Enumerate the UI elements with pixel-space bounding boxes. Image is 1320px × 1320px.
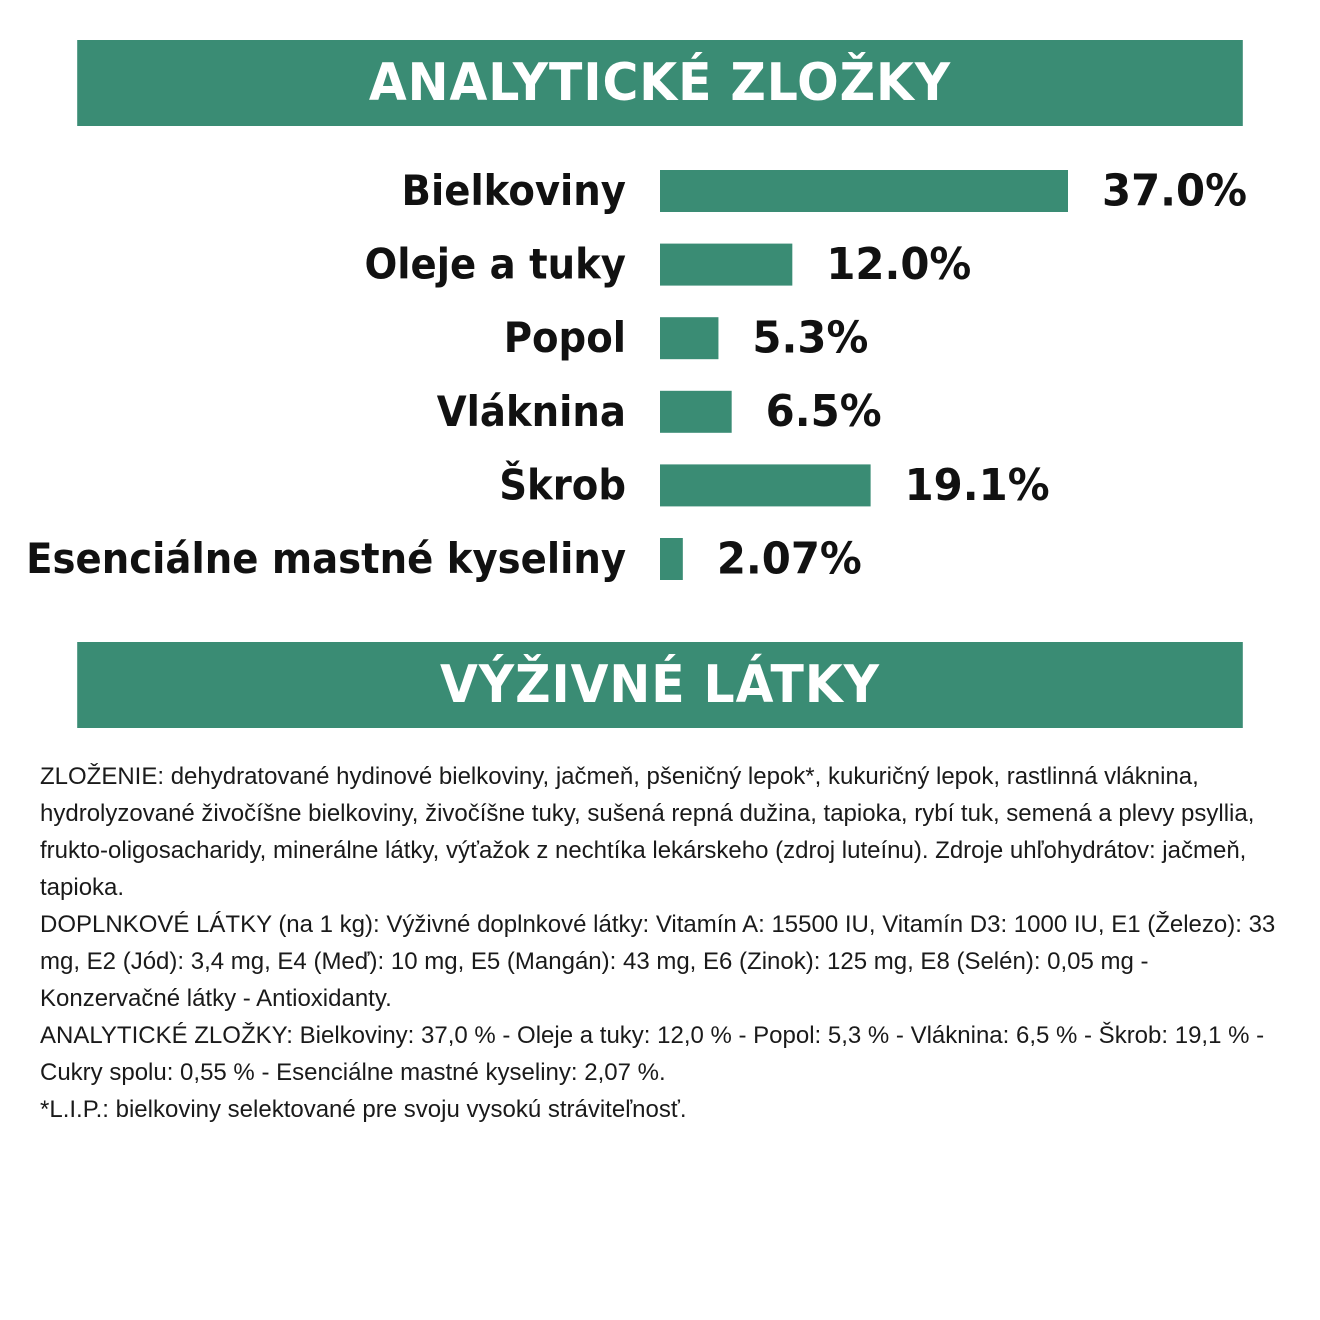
composition-paragraph-ingredients: ZLOŽENIE: dehydratované hydinové bielkoviny, jačmeň, pšeničný lepok*, kukuričný lepok, rastlinná vláknina, hydrolyzované živočíšne bielkoviny, živočíšne tuky, sušená repná dužina, tapioka, rybí tuk, semená a plevy psyllia, frukto-oligosacharidy, minerálne látky, výťažok z nechtíka lekárskeho (zdroj luteínu). Zdroje uhľohydrátov: jačmeň, tapioka. xyxy=(40,763,1255,901)
category-label: Vláknina xyxy=(436,387,626,437)
category-label: Bielkoviny xyxy=(401,166,626,216)
bar xyxy=(660,464,871,506)
bar xyxy=(660,317,718,359)
category-label: Esenciálne mastné kyseliny xyxy=(26,534,626,584)
nutrients-header xyxy=(77,642,1243,728)
bar xyxy=(660,244,792,286)
nutrients-title: VÝŽIVNÉ LÁTKY xyxy=(439,655,881,715)
value-label: 19.1% xyxy=(904,459,1050,512)
category-label: Popol xyxy=(503,313,626,363)
category-label: Škrob xyxy=(499,460,626,510)
value-label: 5.3% xyxy=(752,312,869,364)
category-label: Oleje a tuky xyxy=(364,240,626,290)
bar xyxy=(660,538,683,580)
value-label: 6.5% xyxy=(765,386,882,438)
value-label: 37.0% xyxy=(1102,165,1247,217)
composition-paragraph-footnote: *L.I.P.: bielkoviny selektované pre svoju vysokú stráviteľnosť. xyxy=(40,1096,687,1123)
nutrient-bar-chart xyxy=(0,140,1320,600)
composition-text xyxy=(40,758,1280,1128)
composition-paragraph-analytic: ANALYTICKÉ ZLOŽKY: Bielkoviny: 37,0 % - Oleje a tuky: 12,0 % - Popol: 5,3 % - Vláknina: 6,5 % - Škrob: 19,1 % - Cukry spolu: 0,55 % - Esenciálne mastné kyseliny: 2,07 %. xyxy=(40,1022,1265,1086)
value-label: 12.0% xyxy=(826,238,972,291)
analytic-components-header xyxy=(77,40,1243,126)
value-label: 2.07% xyxy=(716,533,862,585)
bar xyxy=(660,170,1068,212)
bar xyxy=(660,391,732,433)
composition-paragraph-additives: DOPLNKOVÉ LÁTKY (na 1 kg): Výživné doplnkové látky: Vitamín A: 15500 IU, Vitamín D3: 1000 IU, E1 (Železo): 33 mg, E2 (Jód): 3,4 mg, E4 (Meď): 10 mg, E5 (Mangán): 43 mg, E6 (Zinok): 125 mg, E8 (Selén): 0,05 mg - Konzervačné látky - Antioxidanty. xyxy=(40,911,1276,1012)
analytic-components-title: ANALYTICKÉ ZLOŽKY xyxy=(368,53,952,113)
